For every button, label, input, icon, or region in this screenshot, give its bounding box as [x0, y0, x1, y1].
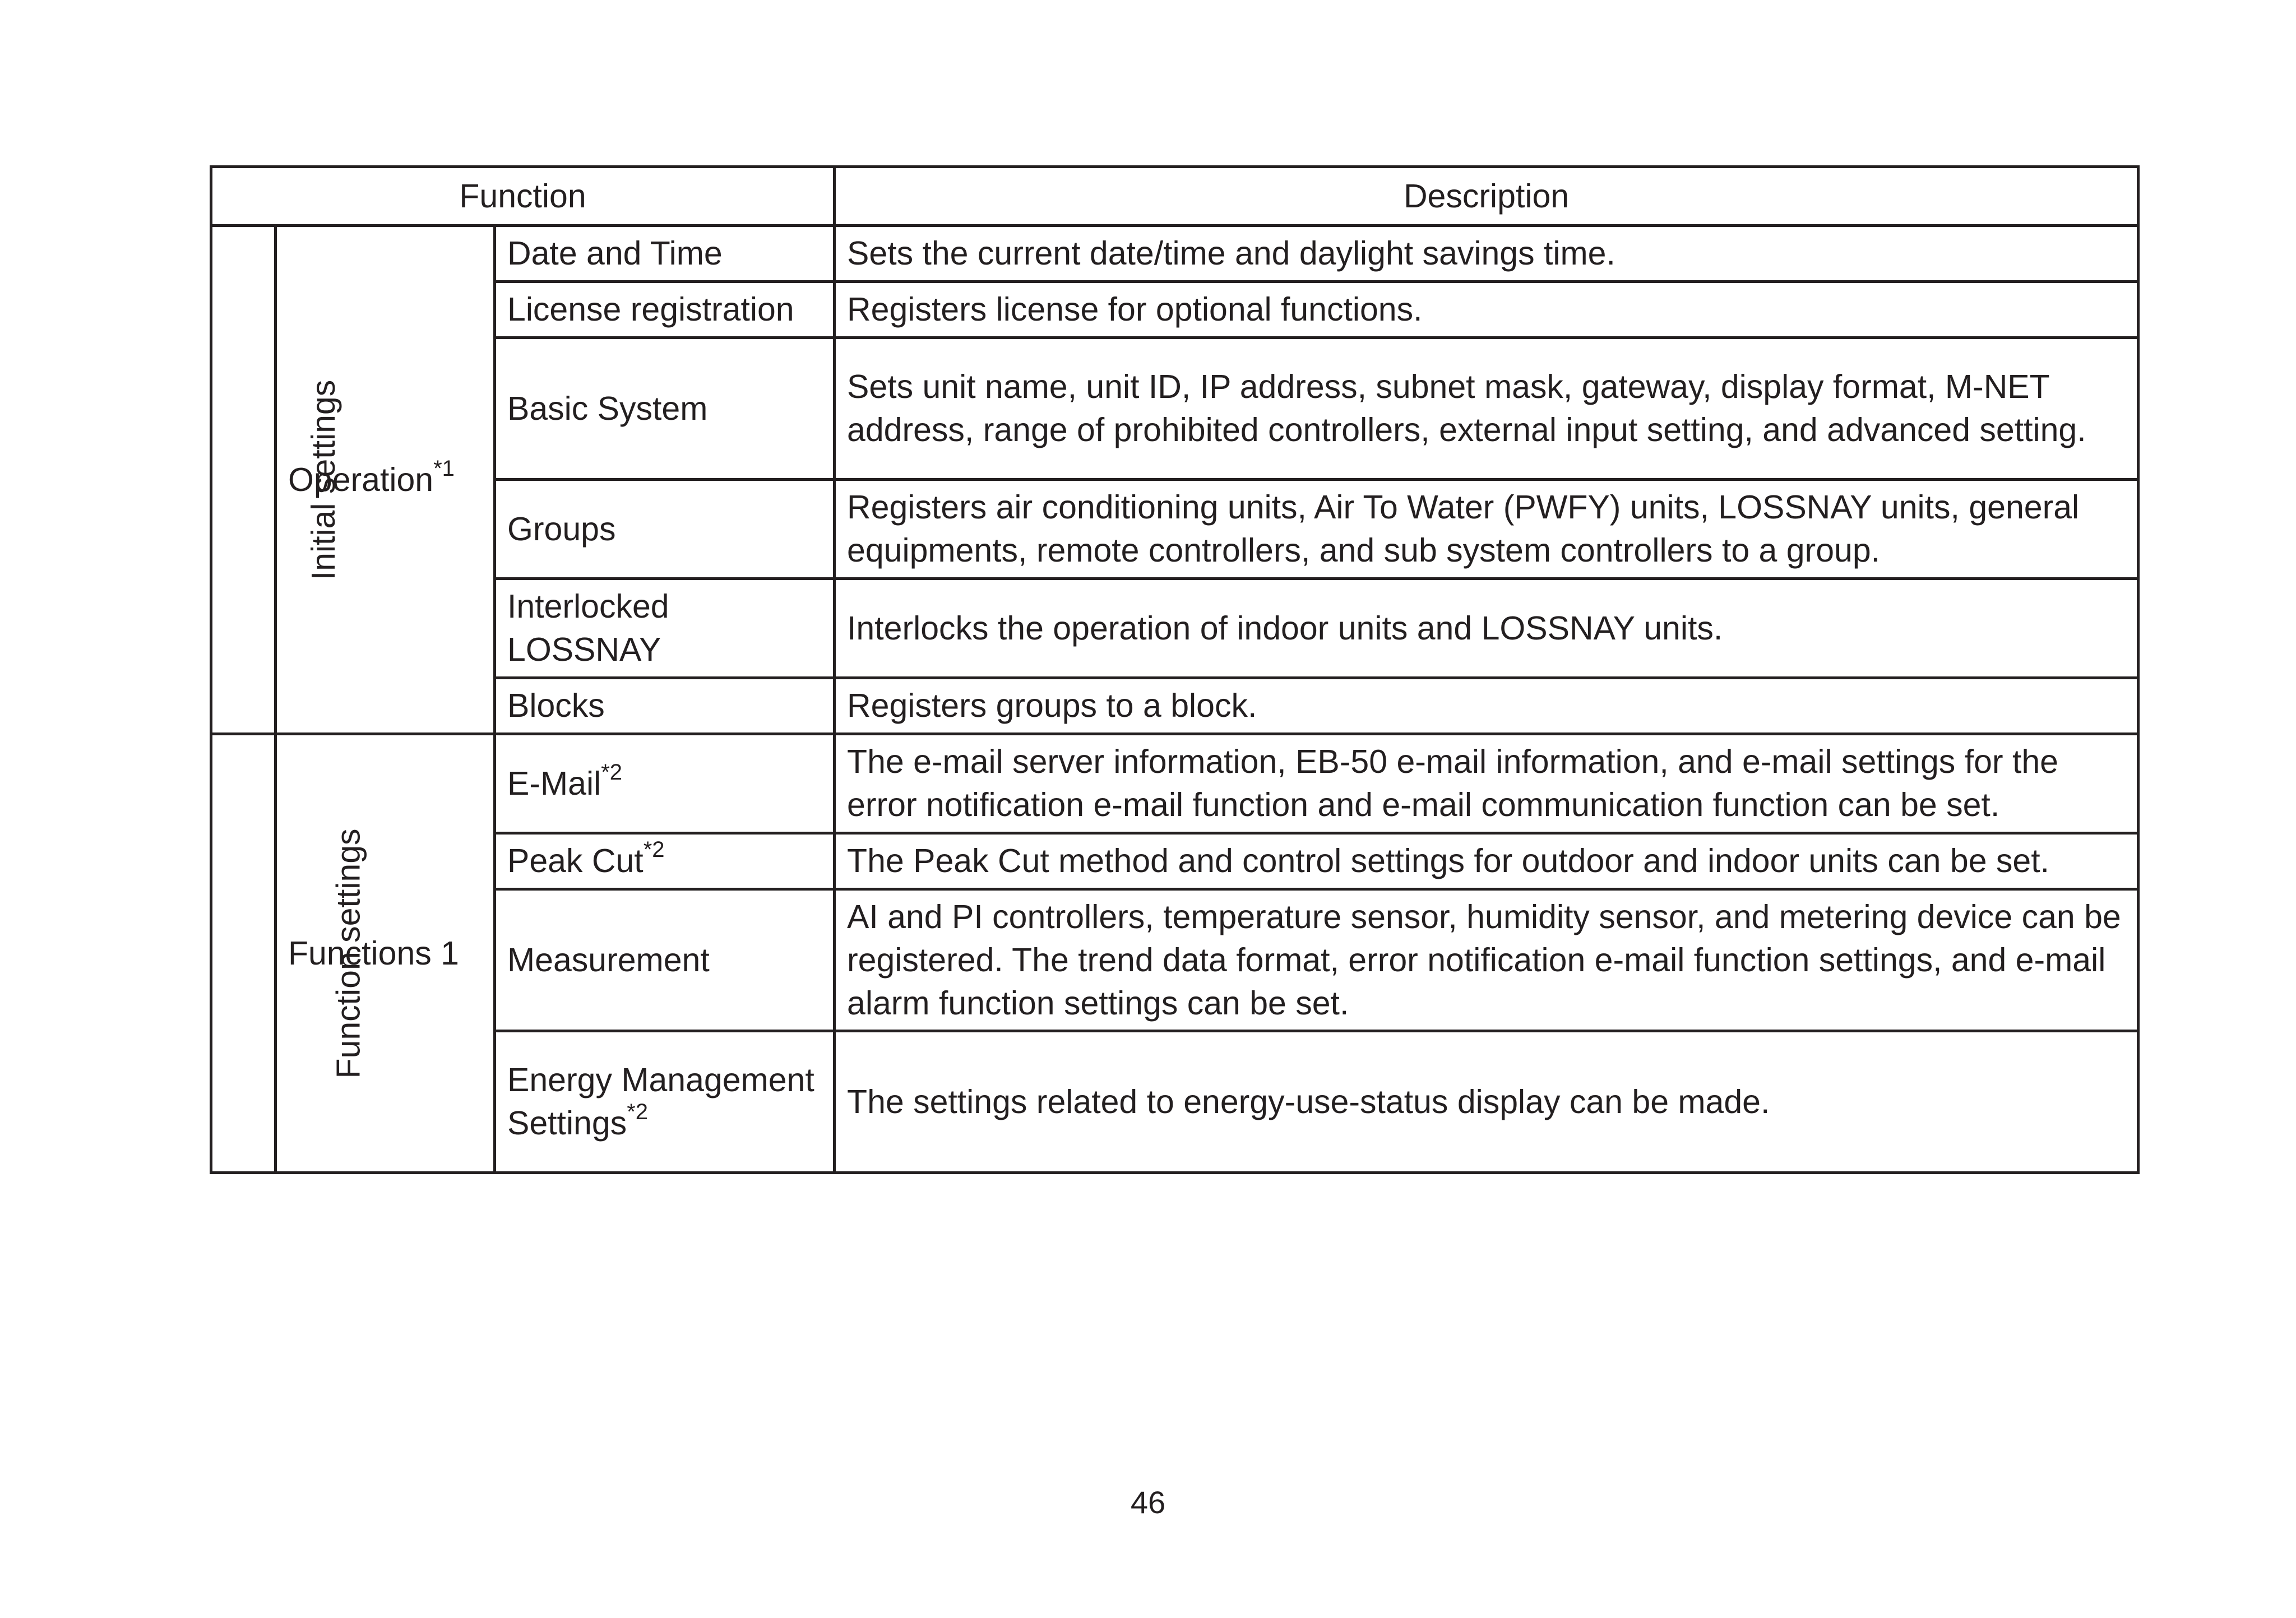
- footnote-mark: *2: [627, 1100, 648, 1125]
- description-cell: Sets the current date/time and daylight savings time.: [835, 226, 2138, 282]
- description-cell: Registers groups to a block.: [835, 678, 2138, 734]
- description-cell: AI and PI controllers, temperature sensor, humidity sensor, and metering device can be registered. The trend data format, error notification e-mail function settings, and e-mail alarm function settings can be set.: [835, 889, 2138, 1031]
- item-cell: [495, 833, 835, 889]
- table-row: [211, 282, 2138, 338]
- description-cell: The Peak Cut method and control settings for outdoor and indoor units can be set.: [835, 833, 2138, 889]
- description-cell: Sets unit name, unit ID, IP address, subnet mask, gateway, display format, M-NET address, range of prohibited controllers, external input setting, and advanced setting.: [835, 338, 2138, 480]
- item-label: E-Mail: [507, 764, 601, 802]
- item-cell: [495, 734, 835, 833]
- function-table: [210, 165, 2140, 1174]
- footnote-mark: *2: [643, 837, 665, 863]
- item-cell: Interlocked LOSSNAY: [495, 579, 835, 678]
- description-cell: The e-mail server information, EB-50 e-mail information, and e-mail settings for the error notification e-mail function and e-mail communication function can be set.: [835, 734, 2138, 833]
- description-cell: Registers license for optional functions.: [835, 282, 2138, 338]
- description-cell: Registers air conditioning units, Air To Water (PWFY) units, LOSSNAY units, general equipments, remote controllers, and sub system controllers to a group.: [835, 480, 2138, 579]
- table-row: [211, 338, 2138, 480]
- category-label: Initial settings: [305, 379, 342, 580]
- item-cell: Groups: [495, 480, 835, 579]
- table-row: [211, 1031, 2138, 1173]
- description-cell: Interlocks the operation of indoor units and LOSSNAY units.: [835, 579, 2138, 678]
- item-label: Energy Management Settings: [507, 1061, 814, 1142]
- item-cell: License registration: [495, 282, 835, 338]
- page-number: 46: [1130, 1485, 1166, 1520]
- item-label: Peak Cut: [507, 842, 644, 879]
- subcategory-functions-1: [276, 734, 495, 1173]
- table-row: [211, 579, 2138, 678]
- table-row: [211, 678, 2138, 734]
- footnote-mark: *1: [433, 456, 455, 481]
- category-initial-settings: [211, 226, 342, 734]
- item-cell: Measurement: [495, 889, 835, 1031]
- table-row: [211, 889, 2138, 1031]
- description-cell: The settings related to energy-use-status display can be made.: [835, 1031, 2138, 1173]
- header-function: Function: [211, 167, 835, 226]
- item-cell: Date and Time: [495, 226, 835, 282]
- table-header-row: [211, 167, 2138, 226]
- table-row: [211, 833, 2138, 889]
- table-row: [211, 734, 2138, 833]
- header-description: Description: [835, 167, 2138, 226]
- item-cell: Basic System: [495, 338, 835, 480]
- footnote-mark: *2: [601, 759, 622, 785]
- item-cell: [495, 1031, 835, 1173]
- table-row: [211, 226, 2138, 282]
- table-row: [211, 480, 2138, 579]
- item-cell: Blocks: [495, 678, 835, 734]
- subcategory-label: Operation: [288, 461, 434, 498]
- subcategory-label: Functions 1: [288, 934, 459, 972]
- category-label: Function settings: [330, 828, 367, 1079]
- category-function-settings: [211, 734, 367, 1173]
